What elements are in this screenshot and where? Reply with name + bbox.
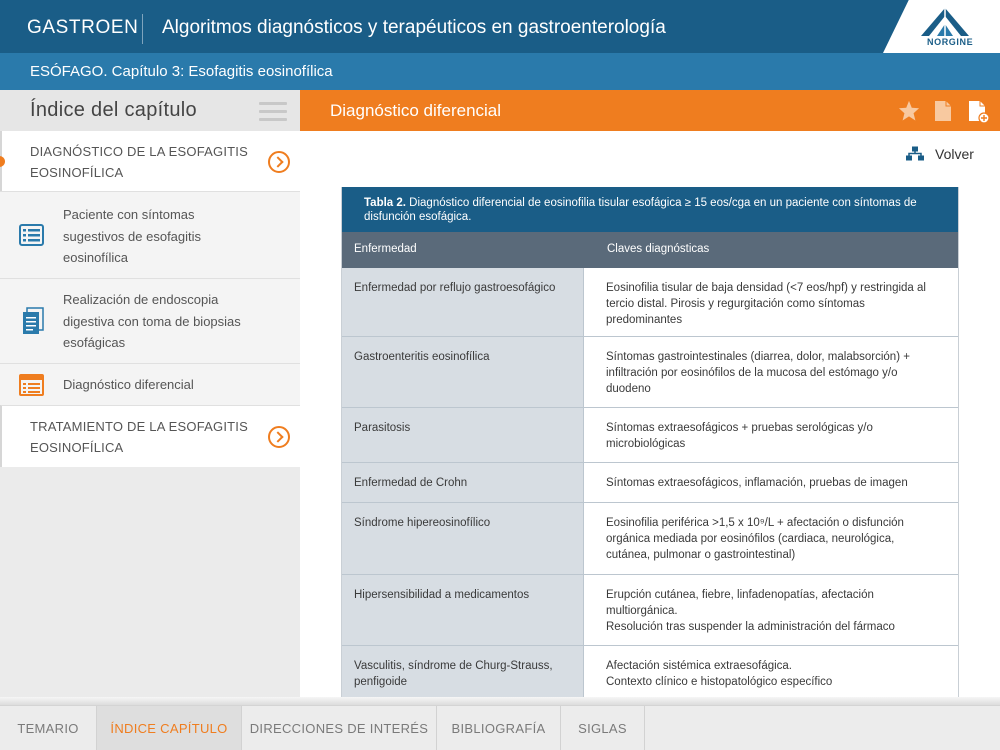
section-tratamiento[interactable]: [0, 405, 300, 467]
tab-indice-capitulo[interactable]: ÍNDICE CAPÍTULO: [97, 706, 242, 750]
table-cell: Eosinofilia periférica >1,5 x 10⁹/L + afectación o disfunción orgánica mediada por eosinófilos (cardiaca, neurológica, cutánea, pulmonar o gastrointestinal): [606, 517, 904, 561]
chapter-index-sidebar: [0, 90, 300, 697]
table-caption-number: Tabla 2.: [364, 197, 406, 209]
table-cell: Síntomas gastrointestinales (diarrea, dolor, malabsorción) + infiltración por eosinófilos de la mucosa del estómago y/o duodeno: [606, 351, 910, 395]
table-cell: Gastroenteritis eosinofílica: [354, 351, 490, 363]
table-header-cell: Enfermedad: [354, 243, 417, 255]
content-title: Diagnóstico diferencial: [330, 101, 502, 120]
table-cell: Eosinofilia tisular de baja densidad (<7 eos/hpf) y restringida al tercio distal. Pirosis y regurgitación como síntomas predominantes: [606, 282, 926, 326]
app-header: [0, 0, 1000, 53]
tabbar-shadow: [0, 697, 1000, 705]
brand-name: GASTROEN: [27, 17, 139, 38]
table-header: [342, 232, 959, 268]
breadcrumb: ESÓFAGO. Capítulo 3: Esofagitis eosinofílica: [30, 63, 333, 80]
table-cell: Síndrome hipereosinofílico: [354, 517, 491, 529]
sidebar-header: [0, 90, 300, 131]
sidebar-item-diagnostico-diferencial[interactable]: [0, 363, 300, 405]
sidebar-title: Índice del capítulo: [30, 99, 197, 121]
section-diagnostico[interactable]: [0, 131, 300, 191]
table-cell: Erupción cutánea, fiebre, linfadenopatías, afectación multiorgánica. Resolución tras suspender la administración del fármaco: [606, 589, 895, 633]
app-title: Algoritmos diagnósticos y terapéuticos en gastroenterología: [162, 17, 666, 38]
table-cell: Afectación sistémica extraesofágica. Contexto clínico e histopatológico específico: [606, 660, 833, 688]
table-cell: Hipersensibilidad a medicamentos: [354, 589, 530, 601]
star-icon[interactable]: [898, 100, 920, 121]
tab-bibliografia[interactable]: BIBLIOGRAFÍA: [437, 706, 561, 750]
table-row: [342, 463, 959, 503]
sidebar-item-label: Realización de endoscopia digestiva con toma de biopsias esofágicas: [63, 292, 241, 350]
table-cell: Vasculitis, síndrome de Churg-Strauss, penfigoide: [354, 660, 553, 688]
table-caption: [342, 187, 959, 232]
back-button[interactable]: Volver: [935, 146, 974, 162]
norgine-logo-text: NORGINE: [927, 37, 974, 47]
menu-icon[interactable]: [259, 102, 287, 122]
chevron-right-circle-icon[interactable]: [268, 151, 290, 173]
tab-temario[interactable]: TEMARIO: [0, 706, 97, 750]
sidebar-item-paciente[interactable]: [0, 191, 300, 278]
norgine-logo-icon: [917, 6, 973, 36]
table-cell: Síntomas extraesofágicos, inflamación, pruebas de imagen: [606, 477, 908, 489]
sidebar-item-label: Diagnóstico diferencial: [63, 377, 194, 392]
table-row: [342, 337, 959, 408]
table-caption-text: Diagnóstico diferencial de eosinofilia tisular esofágica ≥ 15 eos/cga en un paciente con síntomas de disfunción esofágica.: [364, 197, 917, 223]
hierarchy-icon[interactable]: [905, 145, 925, 163]
content-header: [300, 90, 1000, 131]
table-row: [342, 646, 959, 697]
breadcrumb-bar: [0, 53, 1000, 90]
table-icon: [19, 374, 44, 396]
table-row: [342, 575, 959, 646]
sidebar-item-label: Paciente con síntomas sugestivos de esofagitis eosinofílica: [63, 207, 202, 265]
differential-diagnosis-table: [341, 187, 959, 697]
section-label: TRATAMIENTO DE LA ESOFAGITIS EOSINOFÍLICA: [30, 419, 248, 455]
add-document-icon[interactable]: [968, 100, 990, 124]
section-label: DIAGNÓSTICO DE LA ESOFAGITIS EOSINOFÍLICA: [30, 144, 248, 180]
bottom-tab-bar: [0, 705, 1000, 750]
table-row: [342, 268, 959, 337]
table-row: [342, 408, 959, 463]
table-header-cell: Claves diagnósticas: [607, 243, 710, 255]
table-cell: Enfermedad de Crohn: [354, 477, 468, 489]
tab-siglas[interactable]: SIGLAS: [561, 706, 645, 750]
table-cell: Síntomas extraesofágicos + pruebas serológicas y/o microbiológicas: [606, 422, 873, 450]
chevron-right-circle-icon[interactable]: [268, 426, 290, 448]
tab-direcciones[interactable]: DIRECCIONES DE INTERÉS: [242, 706, 437, 750]
table-cell: Parasitosis: [354, 422, 411, 434]
document-icon[interactable]: [934, 100, 952, 122]
header-divider: [142, 14, 143, 44]
list-icon: [19, 224, 44, 246]
table-cell: Enfermedad por reflujo gastroesofágico: [354, 282, 556, 294]
sidebar-item-endoscopia[interactable]: [0, 278, 300, 363]
document-icon: [22, 307, 44, 335]
table-row: [342, 503, 959, 575]
